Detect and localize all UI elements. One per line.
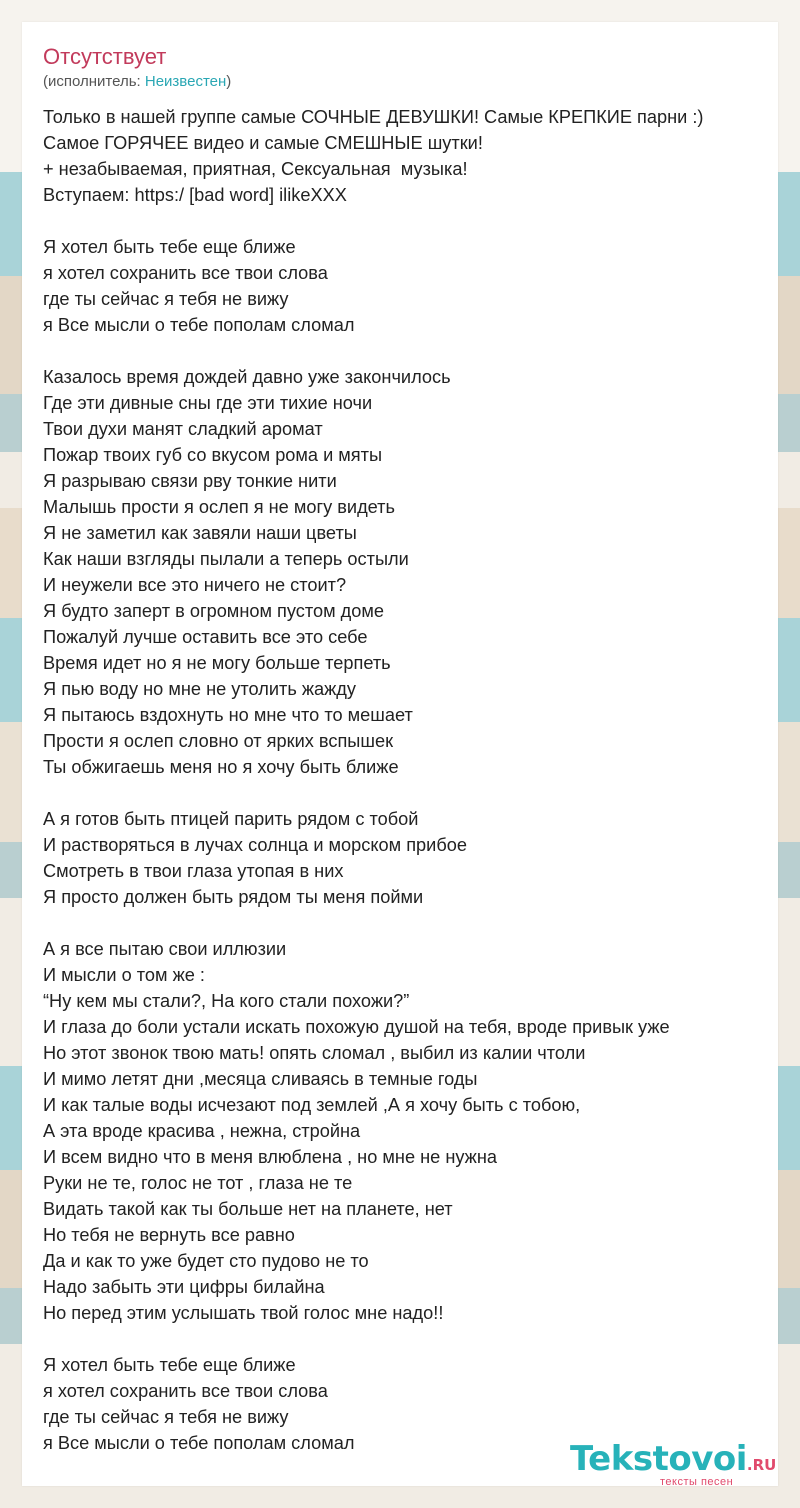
lyric-line: Руки не те, голос не тот , глаза не те: [43, 1173, 353, 1193]
lyric-line: И растворяться в лучах солнца и морском прибое: [43, 835, 467, 855]
lyric-line: И глаза до боли устали искать похожую душой на тебя, вроде привык уже: [43, 1017, 670, 1037]
lyric-line: Самое ГОРЯЧЕЕ видео и самые СМЕШНЫЕ шутки!: [43, 133, 483, 153]
lyric-line: Пожар твоих губ со вкусом рома и мяты: [43, 445, 383, 465]
lyric-line: Но этот звонок твою мать! опять сломал , выбил из калии чтоли: [43, 1043, 586, 1063]
lyric-line: Только в нашей группе самые СОЧНЫЕ ДЕВУШКИ! Самые КРЕПКИЕ парни :): [43, 107, 704, 127]
artist-label: (исполнитель:: [43, 73, 145, 90]
logo-tagline: тексты песен: [660, 1476, 734, 1488]
lyric-line: Малышь прости я ослеп я не могу видеть: [43, 497, 395, 517]
logo-domain: .RU: [746, 1456, 777, 1474]
lyric-line: [43, 1326, 704, 1352]
lyric-line: Прости я ослеп словно от ярких вспышек: [43, 731, 394, 751]
lyric-line: Я хотел быть тебе еще ближе: [43, 237, 296, 257]
lyric-line: [43, 910, 704, 936]
lyric-line: я Все мысли о тебе пополам сломал: [43, 315, 355, 335]
site-logo[interactable]: [570, 1439, 777, 1488]
lyric-line: Надо забыть эти цифры билайна: [43, 1277, 325, 1297]
lyric-line: Я пытаюсь вздохнуть но мне что то мешает: [43, 705, 413, 725]
song-title: Отсутствует: [43, 44, 167, 69]
lyric-line: Я пью воду но мне не утолить жажду: [43, 679, 356, 699]
artist-meta: [43, 72, 231, 92]
lyric-line: [43, 208, 704, 234]
lyric-line: И неужели все это ничего не стоит?: [43, 575, 347, 595]
lyric-line: где ты сейчас я тебя не вижу: [43, 289, 289, 309]
lyric-line: “Ну кем мы стали?, На кого стали похожи?”: [43, 991, 410, 1011]
lyric-line: я Все мысли о тебе пополам сломал: [43, 1433, 355, 1453]
lyric-line: А я все пытаю свои иллюзии: [43, 939, 287, 959]
lyric-line: [43, 338, 704, 364]
lyric-line: Я разрываю связи рву тонкие нити: [43, 471, 337, 491]
lyric-line: Я не заметил как завяли наши цветы: [43, 523, 357, 543]
lyric-line: + незабываемая, приятная, Сексуальная музыка!: [43, 159, 468, 179]
lyric-line: я хотел сохранить все твои слова: [43, 263, 328, 283]
lyric-line: Я будто заперт в огромном пустом доме: [43, 601, 385, 621]
lyric-line: [43, 780, 704, 806]
lyric-line: И мысли о том же :: [43, 965, 205, 985]
lyric-line: И всем видно что в меня влюблена , но мне не нужна: [43, 1147, 497, 1167]
lyric-line: Видать такой как ты больше нет на планете, нет: [43, 1199, 453, 1219]
lyric-line: Да и как то уже будет сто пудово не то: [43, 1251, 369, 1271]
lyric-line: Смотреть в твои глаза утопая в них: [43, 861, 344, 881]
lyric-line: я хотел сохранить все твои слова: [43, 1381, 328, 1401]
lyric-line: Время идет но я не могу больше терпеть: [43, 653, 391, 673]
lyric-line: И как талые воды исчезают под землей ,А я хочу быть с тобою,: [43, 1095, 581, 1115]
logo-wordmark: Tekstovoi: [570, 1439, 747, 1479]
lyric-line: Но тебя не вернуть все равно: [43, 1225, 295, 1245]
lyric-line: Но перед этим услышать твой голос мне надо!!: [43, 1303, 444, 1323]
lyric-line: Твои духи манят сладкий аромат: [43, 419, 323, 439]
lyric-line: Я хотел быть тебе еще ближе: [43, 1355, 296, 1375]
lyric-line: Казалось время дождей давно уже закончилось: [43, 367, 451, 387]
lyric-line: Вступаем: https:/ [bad word] ilikeXXX: [43, 185, 347, 205]
artist-label-close: ): [226, 73, 232, 90]
lyric-line: Ты обжигаешь меня но я хочу быть ближе: [43, 757, 399, 777]
lyric-line: Где эти дивные сны где эти тихие ночи: [43, 393, 373, 413]
artist-link[interactable]: Неизвестен: [144, 73, 227, 90]
lyric-line: А эта вроде красива , нежна, стройна: [43, 1121, 361, 1141]
lyric-line: Как наши взгляды пылали а теперь остыли: [43, 549, 409, 569]
lyric-line: А я готов быть птицей парить рядом с тобой: [43, 809, 419, 829]
lyrics-text: [43, 104, 704, 1456]
lyric-line: И мимо летят дни ,месяца сливаясь в темные годы: [43, 1069, 478, 1089]
lyric-line: Я просто должен быть рядом ты меня пойми: [43, 887, 424, 907]
lyric-line: где ты сейчас я тебя не вижу: [43, 1407, 289, 1427]
lyric-line: Пожалуй лучше оставить все это себе: [43, 627, 368, 647]
